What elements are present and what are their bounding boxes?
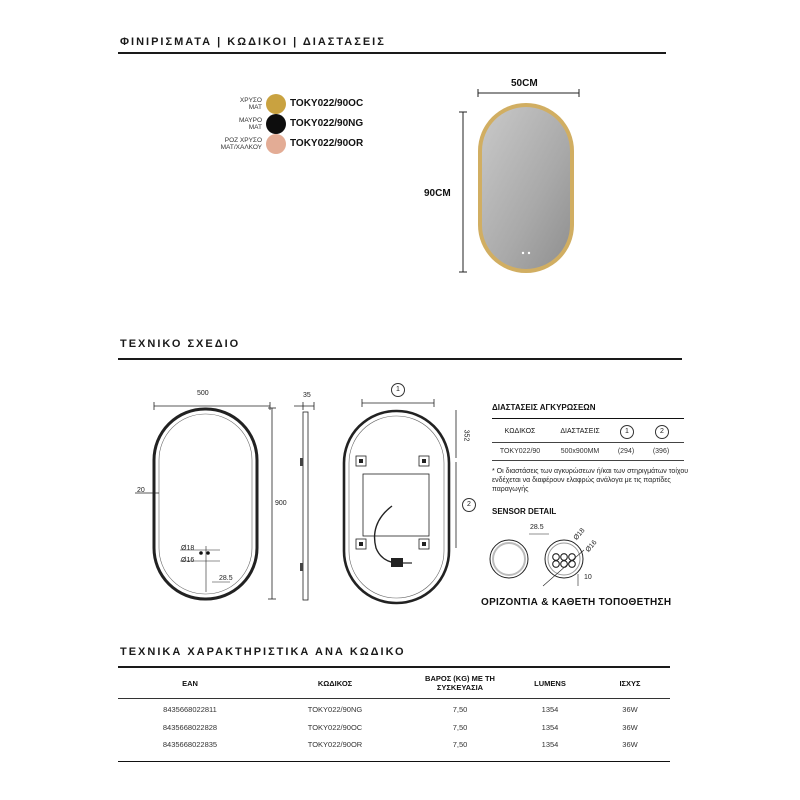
sensor-bottom-detail: 10 (584, 574, 592, 581)
specs-header-power: ΙΣΧΥΣ (619, 679, 641, 688)
specs-cell-weight: 7,50 (452, 705, 468, 714)
finish-label-rose: ΡΟΖ ΧΡΥΣΟ ΜΑΤ/ΧΑΛΚΟΥ (220, 137, 262, 151)
specs-header-ean: ΕΑΝ (182, 679, 198, 688)
sensor-offset-label: 28.5 (219, 575, 233, 582)
swatch-gold[interactable] (266, 94, 286, 114)
specs-cell-ean: 8435668022811 (163, 705, 217, 714)
specs-cell-weight: 7,50 (452, 740, 468, 749)
specs-header-rule (118, 698, 670, 699)
finish-code-black: TOKY022/90NG (290, 118, 364, 129)
specs-cell-ean: 8435668022835 (162, 740, 218, 749)
finish-code-gold: TOKY022/90OC (290, 98, 364, 109)
sensor-d1-label: Ø18 (181, 545, 195, 552)
anchors-cell-1: (294) (617, 448, 635, 455)
anchors-title-rule (492, 418, 684, 419)
height-dimension-label: 90CM (424, 188, 451, 199)
front-height-label: 900 (275, 500, 287, 507)
finish-code-rose: TOKY022/90OR (290, 138, 364, 149)
anchors-cell-code: TOKY022/90 (499, 448, 541, 455)
sensor-offset-detail: 28.5 (530, 524, 544, 531)
back-view-drawing (336, 398, 466, 606)
finish-label-black: ΜΑΥΡΟ ΜΑΤ (239, 117, 262, 131)
anchors-header-2: 2 (655, 425, 669, 439)
marker-2: 2 (462, 498, 476, 512)
anchors-header-code: ΚΩΔΙΚΟΣ (504, 428, 536, 435)
specs-cell-weight: 7,50 (452, 723, 468, 732)
front-width-label: 500 (197, 390, 209, 397)
anchors-row-rule (492, 460, 684, 461)
anchors-title: ΔΙΑΣΤΑΣΕΙΣ ΑΓΚΥΡΩΣΕΩΝ (492, 403, 596, 412)
edge-offset-label: 20 (137, 487, 145, 494)
specs-cell-ean: 8435668022828 (162, 723, 218, 732)
technical-section-title: ΤΕΧΝΙΚΟ ΣΧΕΔΙΟ (120, 338, 241, 350)
side-depth-label: 35 (303, 392, 311, 399)
finish-label-gold: ΧΡΥΣΟ ΜΑΤ (239, 97, 262, 111)
anchors-header-dims: ΔΙΑΣΤΑΣΕΙΣ (560, 428, 600, 435)
specs-cell-code: TOKY022/90OC (307, 723, 363, 732)
sensor-d1-detail: Ø18 (572, 527, 587, 542)
specs-cell-power: 36W (622, 723, 638, 732)
specs-bottom-rule (118, 761, 670, 762)
anchors-cell-dims: 500x900MM (560, 448, 600, 455)
sensor-d2-label: Ø16 (181, 557, 195, 564)
specs-cell-lumens: 1354 (541, 705, 559, 714)
specs-cell-code: TOKY022/90OR (307, 740, 363, 749)
specs-cell-lumens: 1354 (541, 723, 559, 732)
specs-cell-power: 36W (622, 740, 638, 749)
swatch-rose-gold[interactable] (266, 134, 286, 154)
specs-cell-lumens: 1354 (541, 740, 559, 749)
specs-cell-code: TOKY022/90NG (307, 705, 363, 714)
anchors-note: * Οι διαστάσεις των αγκυρώσεων ή/και των στηριγμάτων τοίχου ενδέχεται να διαφέρουν ελαφρώς ανάλογα με τις παρτίδες παραγωγής (492, 468, 689, 493)
marker-1: 1 (391, 383, 405, 397)
mounting-orientation-label: ΟΡΙΖΟΝΤΙΑ & ΚΑΘΕΤΗ ΤΟΠΟΘΕΤΗΣΗ (481, 597, 672, 608)
anchors-cell-2: (396) (652, 448, 670, 455)
swatch-black[interactable] (266, 114, 286, 134)
finishes-section-title: ΦΙΝΙΡΙΣΜΑΤΑ | ΚΩΔΙΚΟΙ | ΔΙΑΣΤΑΣΕΙΣ (120, 36, 386, 48)
section-divider (118, 52, 666, 54)
section-divider (118, 666, 670, 668)
specs-header-lumens: LUMENS (534, 679, 566, 688)
side-view-drawing (290, 398, 320, 606)
anchors-header-1: 1 (620, 425, 634, 439)
sensor-d2-detail: Ø16 (584, 539, 599, 554)
specs-header-weight: ΒΑΡΟΣ (KG) ΜΕ ΤΗ ΣΥΣΚΕΥΑΣΙΑ (425, 674, 495, 692)
product-mirror-illustration (455, 88, 585, 276)
sensor-detail-title: SENSOR DETAIL (492, 507, 557, 516)
section-divider (118, 358, 682, 360)
specs-cell-power: 36W (622, 705, 638, 714)
anchors-header-rule (492, 442, 684, 443)
specs-header-code: ΚΩΔΙΚΟΣ (317, 679, 353, 688)
sensor-detail-drawing (488, 530, 598, 592)
anchor-vertical-label: 352 (462, 429, 470, 442)
specs-section-title: ΤΕΧΝΙΚΑ ΧΑΡΑΚΤΗΡΙΣΤΙΚΑ ΑΝΑ ΚΩΔΙΚΟ (120, 646, 406, 658)
front-view-drawing (130, 396, 286, 606)
width-dimension-label: 50CM (511, 78, 538, 89)
